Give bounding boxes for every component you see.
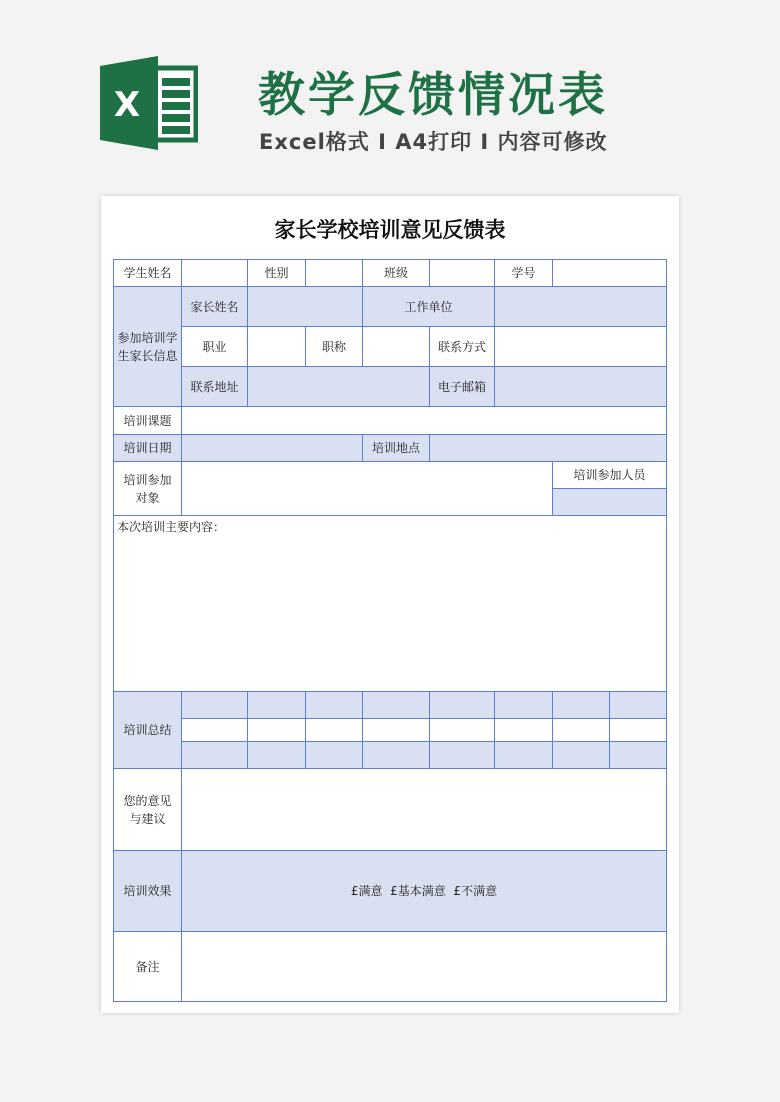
label-main-content: 本次培训主要内容：: [117, 520, 226, 534]
summary-cell[interactable]: [610, 719, 667, 742]
label-summary: 培训总结: [114, 692, 182, 769]
date-field[interactable]: [182, 435, 363, 462]
parent-name-field[interactable]: [248, 287, 363, 327]
address-field[interactable]: [248, 367, 430, 407]
workplace-field[interactable]: [495, 287, 667, 327]
summary-cell[interactable]: [495, 692, 553, 719]
label-parent-name: 家长姓名: [182, 287, 248, 327]
summary-cell[interactable]: [306, 742, 363, 769]
label-workplace: 工作单位: [363, 287, 495, 327]
main-content-field[interactable]: [114, 516, 667, 692]
topic-field[interactable]: [182, 407, 667, 435]
contact-field[interactable]: [495, 327, 667, 367]
summary-cell[interactable]: [363, 742, 430, 769]
summary-cell[interactable]: [306, 719, 363, 742]
gender-field[interactable]: [306, 260, 363, 287]
label-parent-info: 参加培训学生家长信息: [114, 287, 182, 407]
label-student-no: 学号: [495, 260, 553, 287]
summary-cell[interactable]: [495, 742, 553, 769]
summary-cell[interactable]: [553, 719, 610, 742]
excel-logo-icon: [100, 56, 198, 150]
summary-cell[interactable]: [182, 742, 248, 769]
label-email: 电子邮箱: [430, 367, 495, 407]
remarks-field[interactable]: [182, 932, 667, 1002]
summary-cell[interactable]: [182, 719, 248, 742]
target-field[interactable]: [182, 462, 553, 516]
label-job-title: 职称: [306, 327, 363, 367]
email-field[interactable]: [495, 367, 667, 407]
label-target: 培训参加对象: [114, 462, 182, 516]
summary-cell[interactable]: [610, 692, 667, 719]
form-title: 家长学校培训意见反馈表: [274, 218, 506, 242]
label-address: 联系地址: [182, 367, 248, 407]
summary-cell[interactable]: [363, 719, 430, 742]
header-subtitle: Excel格式 I A4打印 I 内容可修改: [259, 130, 608, 154]
label-effect: 培训效果: [114, 851, 182, 932]
effect-options[interactable]: £满意 £基本满意 £不满意: [182, 851, 667, 932]
participants-field[interactable]: [553, 489, 667, 516]
label-date: 培训日期: [114, 435, 182, 462]
label-class: 班级: [363, 260, 430, 287]
label-participants: 培训参加人员: [553, 462, 667, 489]
svg-text:X: X: [113, 85, 141, 125]
label-occupation: 职业: [182, 327, 248, 367]
label-contact: 联系方式: [430, 327, 495, 367]
summary-cell[interactable]: [430, 692, 495, 719]
summary-cell[interactable]: [363, 692, 430, 719]
class-field[interactable]: [430, 260, 495, 287]
label-gender: 性别: [248, 260, 306, 287]
summary-cell[interactable]: [430, 742, 495, 769]
label-remarks: 备注: [114, 932, 182, 1002]
summary-cell[interactable]: [248, 692, 306, 719]
label-opinion: 您的意见与建议: [114, 769, 182, 851]
summary-cell[interactable]: [430, 719, 495, 742]
summary-cell[interactable]: [553, 692, 610, 719]
summary-cell[interactable]: [553, 742, 610, 769]
label-topic: 培训课题: [114, 407, 182, 435]
student-no-field[interactable]: [553, 260, 667, 287]
summary-cell[interactable]: [248, 719, 306, 742]
summary-cell[interactable]: [495, 719, 553, 742]
location-field[interactable]: [430, 435, 667, 462]
student-name-field[interactable]: [182, 260, 248, 287]
summary-cell[interactable]: [306, 692, 363, 719]
label-location: 培训地点: [363, 435, 430, 462]
label-student-name: 学生姓名: [114, 260, 182, 287]
occupation-field[interactable]: [248, 327, 306, 367]
header-title: 教学反馈情况表: [258, 68, 608, 123]
job-title-field[interactable]: [363, 327, 430, 367]
summary-cell[interactable]: [248, 742, 306, 769]
summary-cell[interactable]: [182, 692, 248, 719]
feedback-form-table: [113, 259, 667, 1002]
opinion-field[interactable]: [182, 769, 667, 851]
summary-cell[interactable]: [610, 742, 667, 769]
